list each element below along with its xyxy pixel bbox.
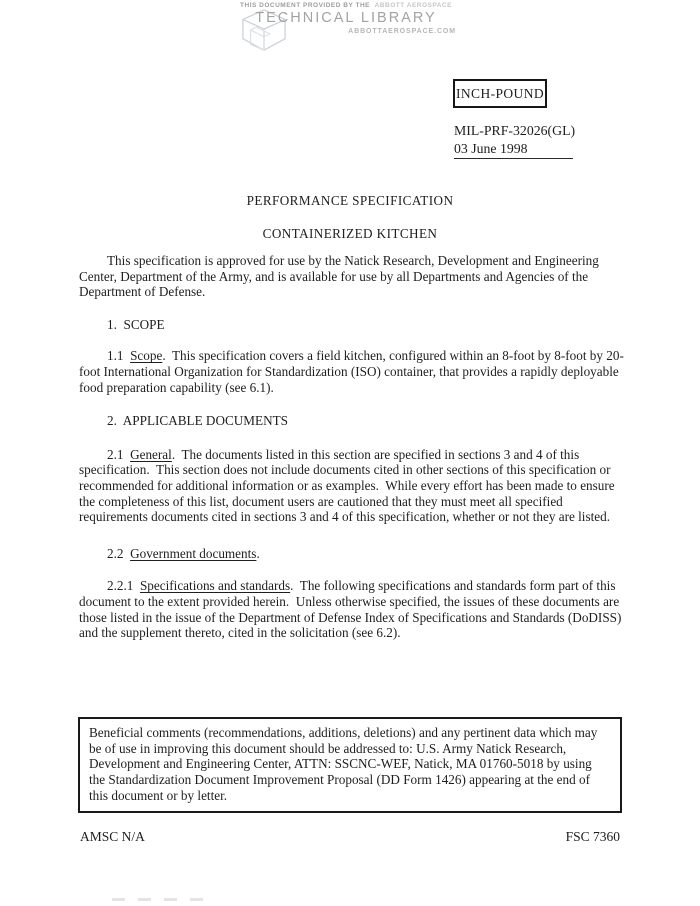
comments-text: Beneficial comments (recommendations, additions, deletions) and any pertinent data which may be of use in improving this document should be addressed to: U.S. Army Natick Research, Development and Engineering Center, ATTN: SSCNC-WEF, Natick, MA 01760-5018 by using the Standardization Document Improvement Proposal (DD Form 1426) appearing at the end of this document or by letter. bbox=[89, 725, 598, 803]
amsc-number: AMSC N/A bbox=[80, 829, 145, 844]
inch-pound-label: INCH-POUND bbox=[456, 85, 544, 101]
library-website-url: ABBOTTAEROSPACE.COM bbox=[348, 28, 456, 35]
section-2-2-government-documents-heading: 2.2 Government documents. bbox=[107, 545, 260, 561]
intro-paragraph: This specification is approved for use by the Natick Research, Development and Engineering Center, Department of the Army, and is available for use by all Departments and Agencies of the Department of Defense. bbox=[79, 253, 599, 300]
document-date: 03 June 1998 bbox=[454, 140, 573, 160]
spec-type-title: PERFORMANCE SPECIFICATION bbox=[246, 193, 454, 208]
section-2-2-1-specifications-paragraph: 2.2.1 Specifications and standards. The following specifications and standards form part of this document to the extent provided herein. Unless otherwise specified, the issues of these documents are those listed in the issue of the Department of Defense Index of Specifications and Standards (DoDISS) and the supplement thereto, cited in the solicitation (see 6.2). bbox=[79, 578, 622, 641]
document-number: MIL-PRF-32026(GL) bbox=[454, 123, 576, 138]
provided-by-brand: ABBOTT AEROSPACE bbox=[374, 2, 452, 9]
section-2-1-general-paragraph: 2.1 General. The documents listed in this section are specified in sections 3 and 4 of this specification. This section does not include documents cited in other sections of this specification or recommended for additional information or as examples. While every effort has been made to ensure the completeness of this list, document users are cautioned that they must meet all specified requirements documents cited in sections 3 and 4 of this specification, whether or not they are listed. bbox=[79, 446, 615, 525]
document-meta bbox=[454, 122, 575, 159]
spec-subject-title: CONTAINERIZED KITCHEN bbox=[262, 226, 438, 241]
scan-artifact bbox=[112, 898, 216, 901]
provided-by-line bbox=[230, 2, 462, 9]
title-block bbox=[0, 193, 700, 242]
section-1-1-scope-paragraph: 1.1 Scope. This specification covers a field kitchen, configured within an 8-foot by 8-foot by 20-foot International Organization for Standardization (ISO) container, that provides a rapidly deployable food preparation capability (see 6.1). bbox=[79, 348, 624, 395]
document-body bbox=[79, 253, 624, 641]
fsc-number: FSC 7360 bbox=[565, 829, 620, 844]
comments-box bbox=[78, 717, 622, 813]
inch-pound-stamp bbox=[453, 79, 547, 108]
provided-by-prefix: THIS DOCUMENT PROVIDED BY THE bbox=[240, 2, 370, 9]
abbott-library-watermark bbox=[230, 2, 462, 35]
library-title: TECHNICAL LIBRARY bbox=[255, 10, 437, 26]
section-1-scope-heading: 1. SCOPE bbox=[107, 316, 165, 332]
section-2-applicable-documents-heading: 2. APPLICABLE DOCUMENTS bbox=[107, 413, 288, 429]
page-footer bbox=[80, 829, 620, 845]
